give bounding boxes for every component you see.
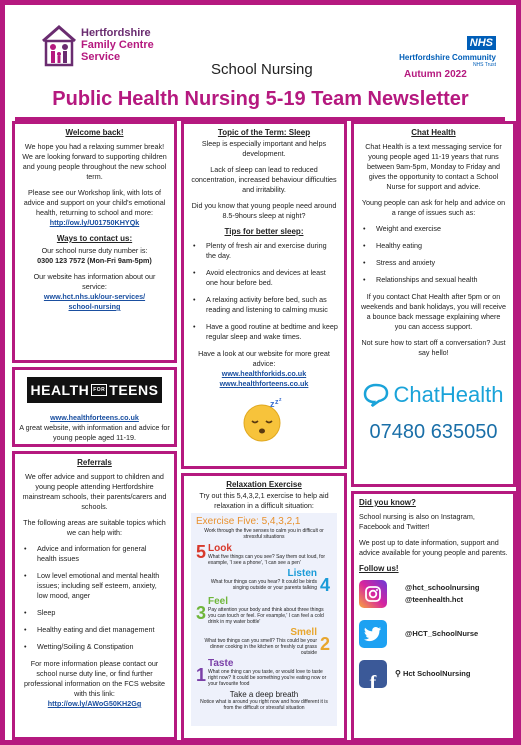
- workshop-text: Please see our Workshop link, with lots of advice and support on your child's emotional health, returning to school and more:: [23, 188, 166, 217]
- search-icon: ⚲: [395, 669, 401, 678]
- relaxation-box: [181, 473, 347, 741]
- chat-p4: Not sure how to start off a conversation? Just say hello!: [361, 338, 506, 357]
- step-text: What four things can you hear? It could be birds singing outside or your parents talking: [210, 579, 317, 591]
- hft-link[interactable]: www.healthforteens.co.uk: [50, 413, 139, 422]
- sleep-website-intro: Have a look at our website for more great advice:: [198, 349, 330, 368]
- instagram-row[interactable]: [359, 580, 508, 608]
- chat-bubble-icon: [363, 383, 389, 407]
- exercise-title: Exercise Five: 5,4,3,2,1: [196, 516, 301, 527]
- exercise-subtitle: Work through the five senses to calm you in difficult or stressful situations: [204, 528, 324, 540]
- section-label: School Nursing: [211, 61, 313, 78]
- welcome-heading: Welcome back!: [65, 128, 124, 137]
- facebook-handle-wrap: [395, 668, 470, 680]
- sleep-p2: Lack of sleep can lead to reduced concentration, increased behaviour difficulties and irritability.: [191, 165, 337, 194]
- relax-exercise-graphic: [191, 513, 337, 726]
- did-you-know-box: [351, 491, 516, 741]
- chat-health-number: 07480 635050: [369, 421, 498, 443]
- logo-line-1: Hertfordshire: [81, 27, 151, 39]
- svg-text:z: z: [270, 399, 275, 409]
- referrals-link[interactable]: http://ow.ly/AWoG50KH2Gg: [47, 699, 142, 708]
- follow-heading: Follow us!: [359, 564, 399, 573]
- hft-logo-for: FOR: [91, 384, 107, 396]
- chat-health-logo-text: ChatHealth: [393, 382, 504, 407]
- instagram-icon[interactable]: [359, 580, 387, 608]
- dyk-p1: School nursing is also on Instagram, Facebook and Twitter!: [359, 512, 475, 531]
- logo-line-3: Service: [81, 51, 121, 63]
- topics-list: [21, 544, 168, 652]
- relax-heading: Relaxation Exercise: [226, 480, 302, 489]
- step-feel: [196, 596, 332, 625]
- step-number: 2: [320, 634, 331, 654]
- chat-health-box: [351, 121, 516, 487]
- twitter-row[interactable]: [359, 620, 508, 648]
- duty-number: 0300 123 7572 (Mon-Fri 9am-5pm): [37, 256, 152, 265]
- list-item: • Plenty of fresh air and exercise during the day.: [190, 241, 338, 261]
- step-number: 1: [196, 665, 207, 685]
- website-intro: Our website has information about our service:: [33, 272, 156, 291]
- chat-p3: If you contact Chat Health after 5pm or on weekends and bank holidays, you will receive a bounce back message explaining where you can access support.: [360, 292, 507, 331]
- instagram-handle-2[interactable]: @teenhealth.hct: [405, 595, 464, 604]
- workshop-link[interactable]: http://ow.ly/U01750KHYQk: [49, 218, 140, 227]
- twitter-handle[interactable]: @HCT_SchoolNurse: [405, 629, 479, 638]
- step-listen: [196, 568, 332, 594]
- step-sense: Listen: [287, 568, 317, 579]
- list-item: • Avoid electronics and devices at least one hour before bed.: [190, 268, 338, 288]
- breath-text: Notice what is around you right now and how different it is from the difficult or stressful situation: [200, 699, 328, 711]
- svg-text:z: z: [275, 399, 279, 406]
- duty-label: Our school nurse duty number is:: [41, 246, 148, 255]
- list-item: • Healthy eating: [360, 241, 507, 251]
- nhs-org: Hertfordshire Community: [399, 53, 496, 62]
- edition-label: Autumn 2022: [404, 69, 467, 80]
- instagram-handle-1[interactable]: @hct_schoolnursing: [405, 583, 480, 592]
- chat-health-logo: [360, 383, 507, 407]
- step-text: What one thing can you taste, or would love to taste right now? It could be something you're eating now or your favourite food: [208, 669, 327, 687]
- fcs-logo-text: [81, 27, 154, 63]
- list-item: • Advice and information for general health issues: [21, 544, 168, 564]
- logo-line-2: Family Centre: [81, 39, 154, 51]
- welcome-intro: We hope you had a relaxing summer break! We are looking forward to supporting children and young people throughout the new school term.: [22, 142, 167, 181]
- step-sense: Look: [208, 543, 232, 554]
- list-item: • Healthy eating and diet management: [21, 625, 168, 635]
- step-sense: Smell: [290, 627, 317, 638]
- list-item: • Wetting/Soiling & Constipation: [21, 642, 168, 652]
- svg-text:z: z: [279, 397, 282, 403]
- step-number: 3: [196, 603, 207, 623]
- hft-logo-right: TEENS: [109, 382, 159, 398]
- twitter-icon[interactable]: [359, 620, 387, 648]
- page-title: Public Health Nursing 5-19 Team Newsletter: [52, 88, 469, 110]
- step-taste: [196, 658, 332, 687]
- healthforkids-link[interactable]: www.healthforkids.co.uk: [221, 369, 307, 378]
- referrals-outro: For more information please contact our school nurse duty line, or find further professional information on the FCS website with this link:: [23, 659, 166, 698]
- list-item: • A relaxing activity before bed, such as reading and listening to calming music: [190, 295, 338, 315]
- topics-intro: The following areas are suitable topics which we can help with:: [23, 518, 166, 537]
- hft-desc: A great website, with information and advice for young people aged 11-19.: [19, 423, 170, 442]
- facebook-row[interactable]: [359, 660, 508, 694]
- breath-heading: Take a deep breath: [229, 690, 299, 699]
- step-look: [196, 543, 332, 566]
- list-item: • Low level emotional and mental health issues; including self esteem, anxiety, low mood, anger: [21, 571, 168, 601]
- dyk-heading: Did you know?: [359, 498, 416, 507]
- list-item: • Weight and exercise: [360, 224, 507, 234]
- step-number: 5: [196, 542, 207, 562]
- referrals-intro: We offer advice and support to children and young people attending Hertfordshire mainstream schools, their parents/carers and schools.: [22, 472, 167, 511]
- step-smell: [196, 627, 332, 656]
- welcome-box: [12, 121, 177, 363]
- list-item: • Have a good routine at bedtime and keep regular sleep and wake times.: [190, 322, 338, 342]
- sleep-heading: Topic of the Term: Sleep: [217, 128, 311, 137]
- healthforteens-link[interactable]: www.healthforteens.co.uk: [219, 379, 309, 388]
- contact-heading: Ways to contact us:: [56, 234, 133, 243]
- referrals-heading: Referrals: [77, 458, 112, 467]
- list-item: • Relationships and sexual health: [360, 275, 507, 285]
- list-item: • Sleep: [21, 608, 168, 618]
- dyk-p2: We post up to date information, support and advice available for young people and parents.: [359, 538, 508, 557]
- step-text: What two things can you smell? This could be your dinner cooking in the kitchen or freshly cut grass outside: [204, 638, 317, 656]
- health-for-teens-logo: [27, 377, 162, 403]
- step-sense: Feel: [208, 596, 229, 607]
- nhs-badge: NHS: [467, 36, 496, 50]
- step-number: 4: [320, 575, 331, 595]
- sleeping-face-icon: [241, 397, 287, 443]
- sleep-p3: Did you know that young people need around 8.5-9hours sleep at night?: [191, 201, 337, 220]
- nhs-trust: NHS Trust: [472, 62, 496, 68]
- sleep-p1: Sleep is especially important and helps development.: [201, 139, 327, 158]
- issues-list: [360, 224, 507, 285]
- tips-heading: Tips for better sleep:: [224, 227, 304, 236]
- hft-logo-left: HEALTH: [30, 382, 90, 398]
- website-link-1[interactable]: www.hct.nhs.uk/our-services/: [43, 292, 146, 301]
- step-text: Pay attention your body and think about three things you can touch or feel. For example,' I can feel a cold drink in my water bottle': [208, 607, 324, 625]
- instagram-handles: [405, 582, 479, 606]
- step-text: What five things can you see? Say them out loud, for example, 'I see a phone', 'I can see a pen': [208, 554, 326, 566]
- chat-heading: Chat Health: [411, 128, 456, 137]
- referrals-box: [12, 451, 177, 740]
- chat-p2: Young people can ask for help and advice on a range of issues such as:: [361, 198, 506, 217]
- sleep-box: [181, 121, 347, 469]
- facebook-icon[interactable]: f: [359, 660, 387, 688]
- relax-intro: Try out this 5,4,3,2,1 exercise to help aid relaxation in a difficult situation:: [199, 491, 329, 510]
- health-for-teens-box: [12, 367, 177, 447]
- tips-list: [190, 241, 338, 342]
- family-house-icon: [41, 23, 77, 67]
- fcs-logo: [41, 23, 154, 67]
- step-sense: Taste: [208, 658, 234, 669]
- list-item: • Stress and anxiety: [360, 258, 507, 268]
- header: [13, 13, 508, 80]
- chat-p1: Chat Health is a text messaging service for young people aged 11-19 years that runs between 9am-5pm, Monday to Friday and gives the opportunity to contact a School Nurse for support and advice.: [365, 142, 502, 191]
- website-link-2[interactable]: school-nursing: [68, 302, 121, 311]
- facebook-handle[interactable]: Hct SchoolNursing: [402, 669, 471, 678]
- nhs-logo: [399, 33, 496, 68]
